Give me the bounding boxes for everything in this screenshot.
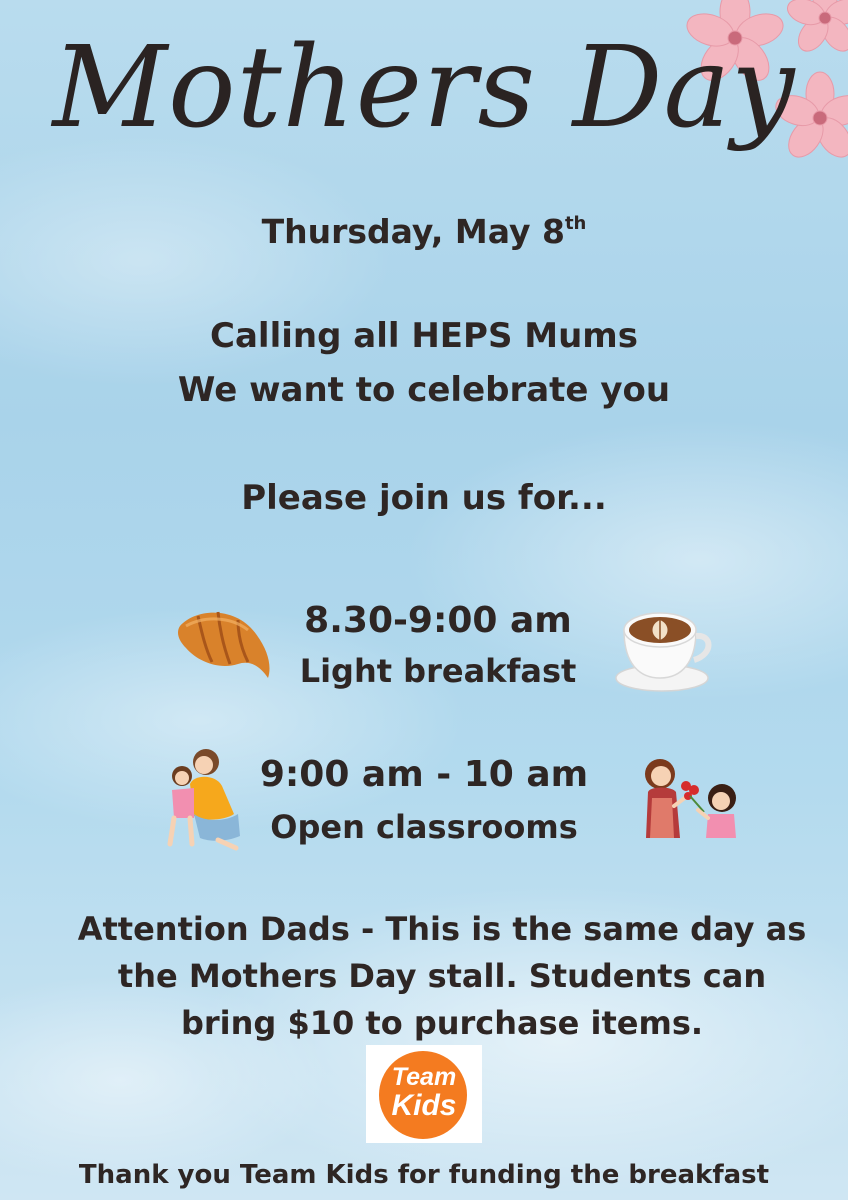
event-date-text: Thursday, May 8 xyxy=(261,212,565,251)
invite-line-2: We want to celebrate you xyxy=(177,370,671,410)
child-giving-flowers-icon xyxy=(638,754,744,844)
team-kids-logo xyxy=(366,1045,482,1143)
event-date xyxy=(0,212,848,251)
join-line: Please join us for... xyxy=(241,478,607,518)
schedule-activity-2: Open classrooms xyxy=(270,808,578,846)
team-kids-logo-word-2: Kids xyxy=(391,1089,457,1122)
coffee-cup-icon xyxy=(612,604,716,694)
event-date-suffix: th xyxy=(564,213,587,234)
thank-you-note: Thank you Team Kids for funding the breakfast xyxy=(78,1160,770,1190)
poster-title: Mothers Day xyxy=(52,23,796,153)
schedule-activity-1: Light breakfast xyxy=(299,652,577,690)
schedule-time-2: 9:00 am - 10 am xyxy=(259,754,589,795)
attention-dads-notice: Attention Dads - This is the same day as the Mothers Day stall. Students can bring $10 to purchase items. xyxy=(77,910,807,1042)
schedule-time-1: 8.30-9:00 am xyxy=(304,600,572,641)
team-kids-logo-word-1: Team xyxy=(391,1063,457,1091)
invite-line-1: Calling all HEPS Mums xyxy=(210,316,638,356)
